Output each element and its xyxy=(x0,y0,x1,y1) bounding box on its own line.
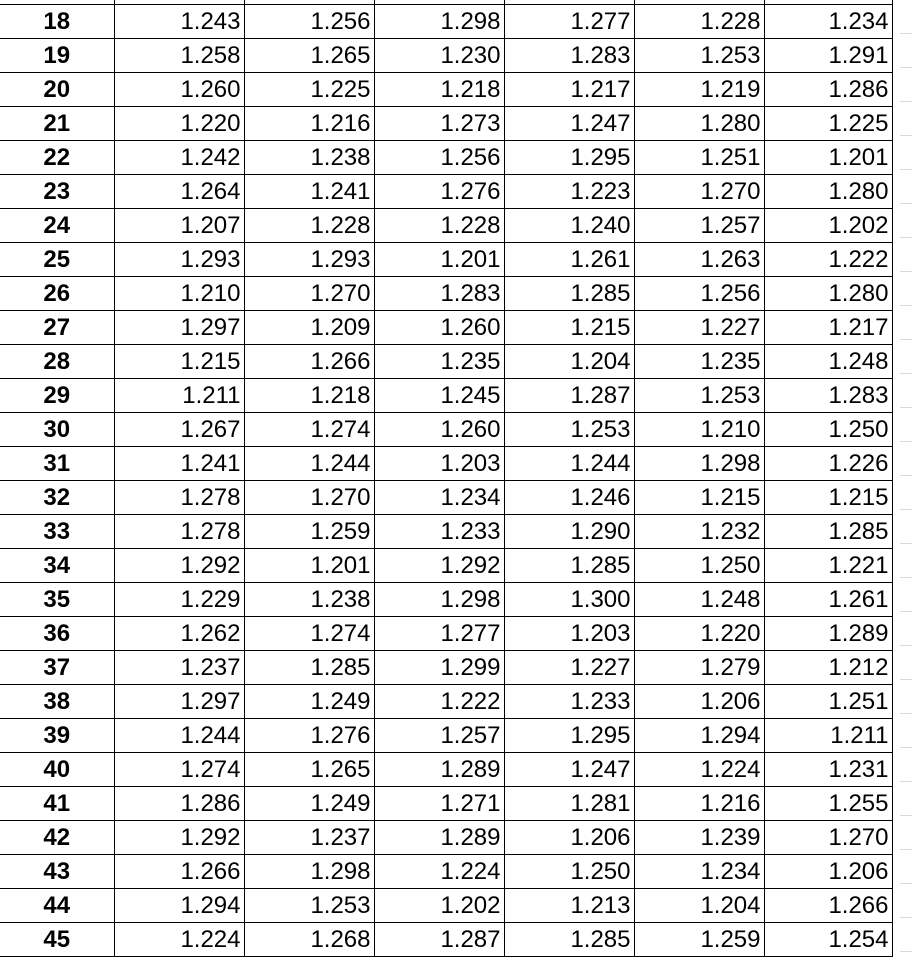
table-cell[interactable]: 1.222 xyxy=(374,685,504,719)
table-cell[interactable]: 1.276 xyxy=(374,175,504,209)
table-cell[interactable]: 1.240 xyxy=(504,209,634,243)
row-header-cell[interactable]: 22 xyxy=(0,141,114,175)
table-cell[interactable]: 1.216 xyxy=(634,787,764,821)
table-cell[interactable]: 1.224 xyxy=(114,923,244,957)
row-header-cell[interactable]: 28 xyxy=(0,345,114,379)
table-row xyxy=(0,311,892,345)
table-cell[interactable]: 1.267 xyxy=(114,413,244,447)
table-cell[interactable]: 1.292 xyxy=(114,549,244,583)
table-row xyxy=(0,379,892,413)
table-cell[interactable]: 1.299 xyxy=(374,651,504,685)
table-cell[interactable]: 1.232 xyxy=(634,515,764,549)
table-cell[interactable]: 1.273 xyxy=(374,107,504,141)
table-cell[interactable]: 1.298 xyxy=(374,583,504,617)
table-cell[interactable]: 1.225 xyxy=(244,73,374,107)
table-cell[interactable]: 1.233 xyxy=(374,515,504,549)
table-cell[interactable]: 1.225 xyxy=(764,107,892,141)
table-cell[interactable]: 1.204 xyxy=(504,345,634,379)
table-cell[interactable]: 1.229 xyxy=(114,583,244,617)
table-cell[interactable]: 1.226 xyxy=(764,447,892,481)
table-cell[interactable]: 1.235 xyxy=(374,345,504,379)
table-cell[interactable]: 1.287 xyxy=(374,923,504,957)
table-cell[interactable]: 1.298 xyxy=(244,855,374,889)
table-cell[interactable]: 1.243 xyxy=(114,5,244,39)
table-cell[interactable]: 1.266 xyxy=(244,345,374,379)
row-header-cell[interactable]: 44 xyxy=(0,889,114,923)
table-cell[interactable]: 1.278 xyxy=(114,515,244,549)
table-cell[interactable]: 1.212 xyxy=(764,651,892,685)
table-cell[interactable]: 1.217 xyxy=(764,311,892,345)
table-cell[interactable]: 1.213 xyxy=(504,889,634,923)
table-cell[interactable]: 1.259 xyxy=(244,515,374,549)
table-cell[interactable]: 1.274 xyxy=(244,617,374,651)
table-row xyxy=(0,821,892,855)
table-cell[interactable]: 1.266 xyxy=(114,855,244,889)
table-row xyxy=(0,141,892,175)
table-cell[interactable]: 1.253 xyxy=(504,413,634,447)
table-cell[interactable]: 1.246 xyxy=(504,481,634,515)
row-header-cell[interactable]: 19 xyxy=(0,39,114,73)
table-cell[interactable]: 1.292 xyxy=(114,821,244,855)
table-cell[interactable]: 1.238 xyxy=(244,583,374,617)
table-cell[interactable]: 1.249 xyxy=(244,787,374,821)
table-cell[interactable]: 1.222 xyxy=(764,243,892,277)
row-header-cell[interactable]: 38 xyxy=(0,685,114,719)
table-cell[interactable]: 1.209 xyxy=(244,311,374,345)
table-cell[interactable]: 1.253 xyxy=(634,39,764,73)
row-header-cell[interactable]: 29 xyxy=(0,379,114,413)
table-cell[interactable]: 1.277 xyxy=(374,617,504,651)
table-cell[interactable]: 1.263 xyxy=(634,243,764,277)
table-cell[interactable]: 1.251 xyxy=(764,685,892,719)
table-cell[interactable]: 1.239 xyxy=(634,821,764,855)
table-cell[interactable]: 1.250 xyxy=(764,413,892,447)
table-cell[interactable]: 1.260 xyxy=(374,413,504,447)
table-cell[interactable]: 1.255 xyxy=(764,787,892,821)
table-row xyxy=(0,719,892,753)
table-row xyxy=(0,549,892,583)
row-header-cell[interactable]: 24 xyxy=(0,209,114,243)
table-cell[interactable]: 1.234 xyxy=(764,5,892,39)
table-cell[interactable]: 1.291 xyxy=(764,39,892,73)
table-cell[interactable]: 1.253 xyxy=(244,889,374,923)
table-cell[interactable]: 1.285 xyxy=(764,515,892,549)
table-cell[interactable]: 1.206 xyxy=(504,821,634,855)
row-header-cell[interactable]: 43 xyxy=(0,855,114,889)
row-header-cell[interactable]: 32 xyxy=(0,481,114,515)
table-cell[interactable]: 1.257 xyxy=(374,719,504,753)
table-row xyxy=(0,73,892,107)
table-row xyxy=(0,175,892,209)
table-cell[interactable]: 1.289 xyxy=(374,753,504,787)
table-cell[interactable]: 1.247 xyxy=(504,107,634,141)
row-header-cell[interactable]: 39 xyxy=(0,719,114,753)
table-row xyxy=(0,515,892,549)
row-header-cell[interactable]: 27 xyxy=(0,311,114,345)
table-cell[interactable]: 1.276 xyxy=(244,719,374,753)
row-header-cell[interactable]: 30 xyxy=(0,413,114,447)
table-cell[interactable]: 1.237 xyxy=(114,651,244,685)
table-cell[interactable]: 1.285 xyxy=(504,277,634,311)
table-cell[interactable]: 1.285 xyxy=(244,651,374,685)
table-cell[interactable]: 1.251 xyxy=(634,141,764,175)
table-cell[interactable]: 1.206 xyxy=(634,685,764,719)
table-cell[interactable]: 1.235 xyxy=(634,345,764,379)
table-cell[interactable]: 1.289 xyxy=(764,617,892,651)
table-row xyxy=(0,447,892,481)
table-cell[interactable]: 1.266 xyxy=(764,889,892,923)
table-cell[interactable]: 1.210 xyxy=(634,413,764,447)
table-cell[interactable]: 1.224 xyxy=(634,753,764,787)
table-cell[interactable]: 1.244 xyxy=(504,447,634,481)
table-cell[interactable]: 1.285 xyxy=(504,923,634,957)
table-cell[interactable]: 1.201 xyxy=(244,549,374,583)
table-row xyxy=(0,923,892,957)
table-cell[interactable]: 1.287 xyxy=(504,379,634,413)
table-cell[interactable]: 1.253 xyxy=(634,379,764,413)
table-row xyxy=(0,5,892,39)
row-header-cell[interactable]: 45 xyxy=(0,923,114,957)
table-cell[interactable]: 1.247 xyxy=(504,753,634,787)
table-cell[interactable]: 1.244 xyxy=(244,447,374,481)
table-cell[interactable]: 1.242 xyxy=(114,141,244,175)
table-cell[interactable]: 1.254 xyxy=(764,923,892,957)
table-row xyxy=(0,243,892,277)
table-row xyxy=(0,889,892,923)
table-cell[interactable]: 1.248 xyxy=(764,345,892,379)
table-cell[interactable]: 1.279 xyxy=(634,651,764,685)
row-header-cell[interactable]: 18 xyxy=(0,5,114,39)
table-cell[interactable]: 1.207 xyxy=(114,209,244,243)
table-cell[interactable]: 1.297 xyxy=(114,685,244,719)
table-cell[interactable]: 1.280 xyxy=(634,107,764,141)
table-cell[interactable]: 1.293 xyxy=(114,243,244,277)
table-row xyxy=(0,685,892,719)
table-cell[interactable]: 1.223 xyxy=(504,175,634,209)
table-cell[interactable]: 1.234 xyxy=(374,481,504,515)
table-row xyxy=(0,209,892,243)
table-cell[interactable]: 1.218 xyxy=(374,73,504,107)
table-cell[interactable]: 1.277 xyxy=(504,5,634,39)
table-cell[interactable]: 1.286 xyxy=(764,73,892,107)
row-header-cell[interactable]: 40 xyxy=(0,753,114,787)
table-row xyxy=(0,787,892,821)
table-cell[interactable]: 1.292 xyxy=(374,549,504,583)
table-cell[interactable]: 1.274 xyxy=(244,413,374,447)
table-cell[interactable]: 1.289 xyxy=(374,821,504,855)
adjacent-column-gridlines xyxy=(900,0,912,958)
table-cell[interactable]: 1.220 xyxy=(634,617,764,651)
table-cell[interactable]: 1.260 xyxy=(374,311,504,345)
table-cell[interactable]: 1.244 xyxy=(114,719,244,753)
table-cell[interactable]: 1.233 xyxy=(504,685,634,719)
table-cell[interactable]: 1.237 xyxy=(244,821,374,855)
table-cell[interactable]: 1.249 xyxy=(244,685,374,719)
table-cell[interactable]: 1.257 xyxy=(634,209,764,243)
table-cell[interactable]: 1.280 xyxy=(764,175,892,209)
table-row xyxy=(0,855,892,889)
table-cell[interactable]: 1.224 xyxy=(374,855,504,889)
table-cell[interactable]: 1.256 xyxy=(244,5,374,39)
table-cell[interactable]: 1.262 xyxy=(114,617,244,651)
row-header-cell[interactable]: 41 xyxy=(0,787,114,821)
table-cell[interactable]: 1.215 xyxy=(504,311,634,345)
row-header-cell[interactable]: 31 xyxy=(0,447,114,481)
table-cell[interactable]: 1.228 xyxy=(634,5,764,39)
row-header-cell[interactable]: 35 xyxy=(0,583,114,617)
table-cell[interactable]: 1.201 xyxy=(764,141,892,175)
table-cell[interactable]: 1.258 xyxy=(114,39,244,73)
row-header-cell[interactable]: 23 xyxy=(0,175,114,209)
table-cell[interactable]: 1.290 xyxy=(504,515,634,549)
table-cell[interactable]: 1.206 xyxy=(764,855,892,889)
table-cell[interactable]: 1.256 xyxy=(374,141,504,175)
row-header-cell[interactable]: 37 xyxy=(0,651,114,685)
row-header-cell[interactable]: 26 xyxy=(0,277,114,311)
table-cell[interactable]: 1.294 xyxy=(634,719,764,753)
table-cell[interactable]: 1.234 xyxy=(634,855,764,889)
table-cell[interactable]: 1.298 xyxy=(374,5,504,39)
table-cell[interactable]: 1.286 xyxy=(114,787,244,821)
table-cell[interactable]: 1.227 xyxy=(504,651,634,685)
table-row xyxy=(0,107,892,141)
table-cell[interactable]: 1.215 xyxy=(114,345,244,379)
table-row xyxy=(0,583,892,617)
table-row xyxy=(0,481,892,515)
table-cell[interactable]: 1.227 xyxy=(634,311,764,345)
table-cell[interactable]: 1.259 xyxy=(634,923,764,957)
table-row xyxy=(0,753,892,787)
table-cell[interactable]: 1.270 xyxy=(244,277,374,311)
table-cell[interactable]: 1.300 xyxy=(504,583,634,617)
table-cell[interactable]: 1.295 xyxy=(504,141,634,175)
table-cell[interactable]: 1.281 xyxy=(504,787,634,821)
table-cell[interactable]: 1.202 xyxy=(764,209,892,243)
table-cell[interactable]: 1.248 xyxy=(634,583,764,617)
table-cell[interactable]: 1.204 xyxy=(634,889,764,923)
table-cell[interactable]: 1.283 xyxy=(764,379,892,413)
table-cell[interactable]: 1.215 xyxy=(634,481,764,515)
table-cell[interactable]: 1.261 xyxy=(764,583,892,617)
table-cell[interactable]: 1.238 xyxy=(244,141,374,175)
table-row xyxy=(0,651,892,685)
table-cell[interactable]: 1.270 xyxy=(244,481,374,515)
table-cell[interactable]: 1.228 xyxy=(374,209,504,243)
table-row xyxy=(0,345,892,379)
row-header-cell[interactable]: 36 xyxy=(0,617,114,651)
table-cell[interactable]: 1.270 xyxy=(764,821,892,855)
table-cell[interactable]: 1.261 xyxy=(504,243,634,277)
row-header-cell[interactable]: 34 xyxy=(0,549,114,583)
row-header-cell[interactable]: 20 xyxy=(0,73,114,107)
table-cell[interactable]: 1.217 xyxy=(504,73,634,107)
table-cell[interactable]: 1.201 xyxy=(374,243,504,277)
table-cell[interactable]: 1.298 xyxy=(634,447,764,481)
table-cell[interactable]: 1.241 xyxy=(114,447,244,481)
table-cell[interactable]: 1.250 xyxy=(634,549,764,583)
table-cell[interactable]: 1.211 xyxy=(114,379,244,413)
table-cell[interactable]: 1.285 xyxy=(504,549,634,583)
table-cell[interactable]: 1.231 xyxy=(764,753,892,787)
table-cell[interactable]: 1.216 xyxy=(244,107,374,141)
table-row xyxy=(0,617,892,651)
row-header-cell[interactable]: 21 xyxy=(0,107,114,141)
row-header-cell[interactable]: 42 xyxy=(0,821,114,855)
table-cell[interactable]: 1.294 xyxy=(114,889,244,923)
table-cell[interactable]: 1.202 xyxy=(374,889,504,923)
table-cell[interactable]: 1.230 xyxy=(374,39,504,73)
table-cell[interactable]: 1.203 xyxy=(504,617,634,651)
table-cell[interactable]: 1.221 xyxy=(764,549,892,583)
table-cell[interactable]: 1.241 xyxy=(244,175,374,209)
table-cell[interactable]: 1.278 xyxy=(114,481,244,515)
table-cell[interactable]: 1.270 xyxy=(634,175,764,209)
table-cell[interactable]: 1.203 xyxy=(374,447,504,481)
table-cell[interactable]: 1.228 xyxy=(244,209,374,243)
table-cell[interactable]: 1.250 xyxy=(504,855,634,889)
table-cell[interactable]: 1.211 xyxy=(764,719,892,753)
table-cell[interactable]: 1.265 xyxy=(244,39,374,73)
table-cell[interactable]: 1.220 xyxy=(114,107,244,141)
table-cell[interactable]: 1.297 xyxy=(114,311,244,345)
table-cell[interactable]: 1.274 xyxy=(114,753,244,787)
table-cell[interactable]: 1.283 xyxy=(504,39,634,73)
table-cell[interactable]: 1.293 xyxy=(244,243,374,277)
table-row xyxy=(0,277,892,311)
row-header-cell[interactable]: 25 xyxy=(0,243,114,277)
table-cell[interactable]: 1.256 xyxy=(634,277,764,311)
row-header-cell[interactable]: 33 xyxy=(0,515,114,549)
table-cell[interactable]: 1.245 xyxy=(374,379,504,413)
table-cell[interactable]: 1.215 xyxy=(764,481,892,515)
table-cell[interactable]: 1.295 xyxy=(504,719,634,753)
table-cell[interactable]: 1.219 xyxy=(634,73,764,107)
table-cell[interactable]: 1.271 xyxy=(374,787,504,821)
table-cell[interactable]: 1.283 xyxy=(374,277,504,311)
table-row xyxy=(0,39,892,73)
table-cell[interactable]: 1.264 xyxy=(114,175,244,209)
table-row xyxy=(0,413,892,447)
table-cell[interactable]: 1.210 xyxy=(114,277,244,311)
table-cell[interactable]: 1.268 xyxy=(244,923,374,957)
table-cell[interactable]: 1.265 xyxy=(244,753,374,787)
table-cell[interactable]: 1.280 xyxy=(764,277,892,311)
table-cell[interactable]: 1.218 xyxy=(244,379,374,413)
table-cell[interactable]: 1.260 xyxy=(114,73,244,107)
